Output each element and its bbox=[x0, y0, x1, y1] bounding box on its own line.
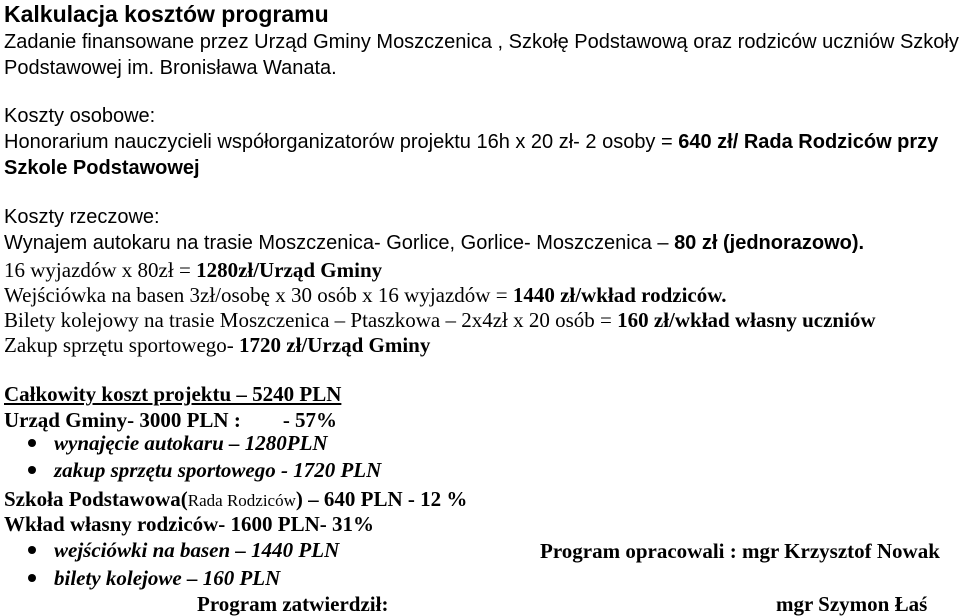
pool-amount: 1440 zł/wkład rodziców. bbox=[512, 283, 727, 307]
school-share bbox=[4, 487, 467, 513]
gmina-item-2: zakup sprzętu sportowego - 1720 PLN bbox=[54, 458, 382, 482]
bullet-icon bbox=[28, 439, 36, 447]
personal-costs-line-2: Szkole Podstawowej bbox=[4, 157, 200, 179]
trips-amount: 1280zł/Urząd Gminy bbox=[196, 258, 383, 282]
parents-item-1: wejściówki na basen – 1440 PLN bbox=[54, 538, 340, 562]
personal-costs-heading: Koszty osobowe: bbox=[4, 105, 156, 127]
personal-costs-text: Honorarium nauczycieli współorganizatorów projektu 16h x 20 zł- 2 osoby = bbox=[4, 131, 679, 153]
school-council: Rada Rodziców bbox=[187, 491, 296, 510]
car-rental-line bbox=[4, 231, 864, 255]
document-title: Kalkulacja kosztów programu bbox=[4, 1, 329, 27]
school-amount: ) – 640 PLN - 12 % bbox=[295, 487, 468, 511]
material-costs-heading: Koszty rzeczowe: bbox=[4, 206, 160, 228]
bullet-icon bbox=[28, 466, 36, 474]
pool-text: Wejściówka na basen 3zł/osobę x 30 osób x 16 wyjazdów = bbox=[4, 283, 513, 307]
equipment-amount: 1720 zł/Urząd Gminy bbox=[239, 333, 431, 357]
school-label: Szkoła Podstawowa( bbox=[4, 487, 188, 511]
train-text: Bilety kolejowy na trasie Moszczenica – Ptaszkowa – 2x4zł x 20 osób = bbox=[4, 308, 618, 332]
personal-costs-amount: 640 zł/ Rada Rodziców przy bbox=[678, 131, 939, 153]
second-author: mgr Szymon Łaś bbox=[776, 592, 928, 616]
trips-line bbox=[4, 258, 382, 282]
train-amount: 160 zł/wkład własny uczniów bbox=[617, 308, 876, 332]
pool-line bbox=[4, 283, 727, 307]
equipment-line bbox=[4, 333, 430, 357]
intro-line-2: Podstawowej im. Bronisława Wanata. bbox=[4, 57, 337, 79]
total-cost: Całkowity koszt projektu – 5240 PLN bbox=[4, 382, 342, 406]
bullet-icon bbox=[28, 574, 36, 582]
gmina-item-1: wynajęcie autokaru – 1280PLN bbox=[54, 431, 328, 455]
parents-share: Wkład własny rodziców- 1600 PLN- 31% bbox=[4, 512, 375, 536]
intro-line-1: Zadanie finansowane przez Urząd Gminy Moszczenica , Szkołę Podstawową oraz rodziców uczniów Szkoły bbox=[4, 31, 959, 53]
authors-label: Program opracowali : mgr Krzysztof Nowak bbox=[540, 539, 940, 563]
bullet-icon bbox=[28, 546, 36, 554]
car-rental-amount: 80 zł (jednorazowo). bbox=[674, 232, 865, 254]
approved-label: Program zatwierdził: bbox=[197, 592, 389, 616]
train-line bbox=[4, 308, 876, 332]
trips-text: 16 wyjazdów x 80zł = bbox=[4, 258, 197, 282]
personal-costs-line-1 bbox=[4, 130, 938, 154]
gmina-share: Urząd Gminy- 3000 PLN : - 57% bbox=[4, 408, 338, 432]
equipment-text: Zakup sprzętu sportowego- bbox=[4, 333, 240, 357]
parents-item-2: bilety kolejowe – 160 PLN bbox=[54, 566, 281, 590]
car-rental-text: Wynajem autokaru na trasie Moszczenica- Gorlice, Gorlice- Moszczenica – bbox=[4, 232, 675, 254]
